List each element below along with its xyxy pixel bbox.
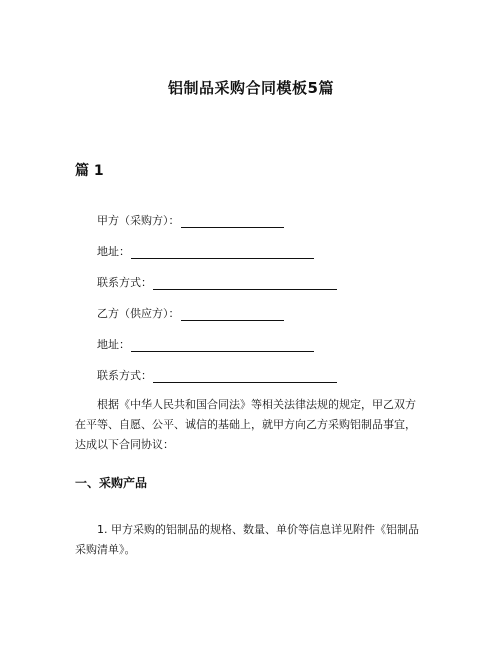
- party-a-address-field: [97, 243, 314, 259]
- intro-line: 在平等、自愿、公平、诚信的基础上，就甲方向乙方采购铝制品事宜，: [75, 418, 416, 431]
- party-a-contact-blank: [153, 278, 337, 290]
- party-b-contact-field: [97, 367, 337, 383]
- intro-paragraph: [75, 395, 435, 455]
- section-heading: 篇 1: [75, 163, 104, 179]
- party-b-name-field: [97, 305, 284, 321]
- party-b-name-label: 乙方（供应方）：: [97, 307, 180, 320]
- party-b-address-label: 地址：: [97, 338, 130, 351]
- clause-paragraph: [97, 520, 437, 540]
- party-a-name-field: [97, 212, 284, 228]
- clause-line: 采购清单》。: [75, 543, 136, 556]
- party-a-contact-field: [97, 274, 337, 290]
- clause-paragraph-continued: [75, 540, 435, 560]
- intro-line: 根据《中华人民共和国合同法》等相关法律法规的规定，甲乙双方: [97, 398, 416, 411]
- clause-heading: 一、采购产品: [75, 476, 148, 490]
- party-b-contact-blank: [153, 371, 337, 383]
- document-title: 铝制品采购合同模板5篇: [168, 79, 334, 97]
- intro-line: 达成以下合同协议：: [75, 438, 174, 451]
- party-b-address-blank: [131, 340, 314, 352]
- party-a-name-blank: [181, 216, 284, 228]
- party-b-address-field: [97, 336, 314, 352]
- party-a-name-label: 甲方（采购方）：: [97, 214, 180, 227]
- party-a-address-blank: [131, 247, 314, 259]
- party-a-contact-label: 联系方式：: [97, 276, 152, 289]
- party-b-contact-label: 联系方式：: [97, 369, 152, 382]
- party-a-address-label: 地址：: [97, 245, 130, 258]
- party-b-name-blank: [181, 309, 284, 321]
- clause-line: 1. 甲方采购的铝制品的规格、数量、单价等信息详见附件《铝制品: [97, 523, 419, 536]
